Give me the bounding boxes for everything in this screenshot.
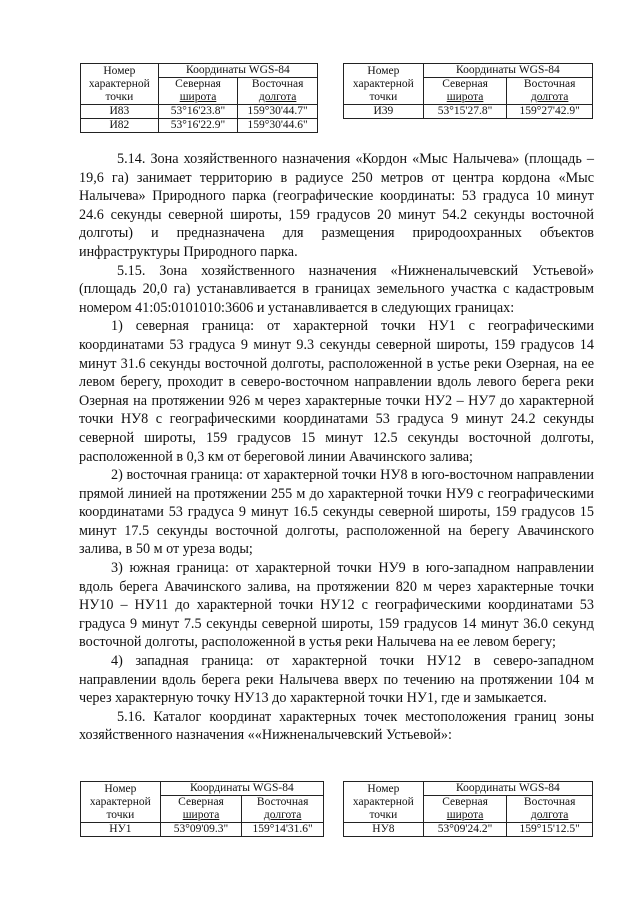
lon-cell: 159°15'12.5" — [507, 823, 593, 837]
lon-header: Восточная — [507, 796, 593, 810]
lon-cell: 159°30'44.7" — [238, 105, 318, 119]
lat-header-2: широта — [423, 809, 507, 823]
lat-cell: 53°15'27.8" — [423, 105, 507, 119]
lon-header: Восточная — [507, 78, 593, 92]
point-number-header: Номер характерной точки — [81, 782, 161, 823]
coord-table-bottom-right — [343, 781, 593, 837]
table-row — [344, 105, 593, 119]
coord-table-bottom-left — [80, 781, 324, 837]
paragraph-5-14: 5.14. Зона хозяйственного назначения «Кордон «Мыс Налычева» (площадь – 19,6 га) занимает территорию в радиусе 250 метров от центра кордона «Мыс Налычева» Природного парка (географические координаты: 53 градуса 10 минут 24.6 секунды северной широты, 159 градусов 20 минут 54.2 секунды восточной долготы) и предназначена для размещения природоохранных объектов инфраструктуры Природного парка. — [79, 151, 594, 260]
paragraph-south-boundary: 3) южная граница: от характерной точки НУ9 в юго-западном направлении вдоль берега Авачинского залива, на протяжении 820 м через характерные точки НУ10 – НУ11 до характерной точки НУ12 с географическими координатами 53 градуса 9 минут 7.5 секунды северной широты, 159 градусов 14 минут 36.0 секунд восточной долготы, расположенной в устья реки Налычева на ее левом берегу; — [79, 560, 594, 651]
lat-header: Северная — [423, 78, 507, 92]
lon-header-2: долгота — [507, 91, 593, 105]
paragraph-north-boundary: 1) северная граница: от характерной точки НУ1 с географическими координатами 53 градуса 9 минут 9.3 секунды северной широты, 159 градусов 14 минут 31.6 секунды восточной долготы, расположенной в устье реки Озерная, на ее левом берегу, проходит в северо-восточном направлении вдоль левого берега реки Озерная на протяжении 926 м через характерные точки НУ2 – НУ7 до характерной точки НУ8 с географическими координатами 53 градуса 9 минут 24.2 секунды северной широты, 159 градусов 15 минут 12.5 секунды восточной долготы, расположенной в 0,3 км от береговой линии Авачинского залива; — [79, 318, 594, 465]
table-row — [344, 823, 593, 837]
table-row — [81, 119, 318, 133]
point-number-header: Номер характерной точки — [344, 782, 424, 823]
point-number-header: Номер характерной точки — [344, 64, 424, 105]
lat-header-2: широта — [423, 91, 507, 105]
lon-cell: 159°30'44.6" — [238, 119, 318, 133]
coords-header: Координаты WGS-84 — [160, 782, 323, 796]
paragraph-5-15: 5.15. Зона хозяйственного назначения «Нижненалычевский Устьевой» (площадь 20,0 га) устанавливается в границах земельного участка с кадастровым номером 41:05:0101010:3606 и устанавливается в следующих границах: — [79, 262, 594, 316]
lat-cell: 53°16'22.9" — [158, 119, 238, 133]
document-body — [79, 150, 594, 745]
point-cell: И39 — [344, 105, 424, 119]
point-cell: И82 — [81, 119, 159, 133]
lat-header: Северная — [158, 78, 238, 92]
point-number-header: Номер характерной точки — [81, 64, 159, 105]
lon-cell: 159°27'42.9" — [507, 105, 593, 119]
lat-cell: 53°09'24.2" — [423, 823, 507, 837]
lon-header-2: долгота — [238, 91, 318, 105]
point-cell: И83 — [81, 105, 159, 119]
lon-header-2: долгота — [242, 809, 324, 823]
lon-header: Восточная — [242, 796, 324, 810]
table-row — [81, 823, 324, 837]
paragraph-east-boundary: 2) восточная граница: от характерной точки НУ8 в юго-восточном направлении прямой линией на протяжении 255 м до характерной точки НУ9 с географическими координатами 53 градуса 9 минут 16.5 секунды северной широты, 159 градусов 15 минут 17.5 секунды восточной долготы, расположенной на берегу Авачинского залива, в 50 м от уреза воды; — [79, 467, 594, 558]
lon-header: Восточная — [238, 78, 318, 92]
lat-header: Северная — [160, 796, 242, 810]
coord-table-top-left — [80, 63, 318, 133]
table-row — [81, 105, 318, 119]
point-cell: НУ8 — [344, 823, 424, 837]
coords-header: Координаты WGS-84 — [158, 64, 317, 78]
coords-header: Координаты WGS-84 — [423, 64, 592, 78]
lat-header: Северная — [423, 796, 507, 810]
lat-header-2: широта — [158, 91, 238, 105]
lon-cell: 159°14'31.6" — [242, 823, 324, 837]
point-cell: НУ1 — [81, 823, 161, 837]
paragraph-west-boundary: 4) западная граница: от характерной точки НУ12 в северо-западном направлении вдоль берега реки Налычева вверх по течению на протяжении 104 м через характерную точку НУ13 до характерной точки НУ1, где и замыкается. — [79, 653, 594, 707]
lon-header-2: долгота — [507, 809, 593, 823]
lat-cell: 53°16'23.8" — [158, 105, 238, 119]
lat-header-2: широта — [160, 809, 242, 823]
paragraph-5-16: 5.16. Каталог координат характерных точек местоположения границ зоны хозяйственного назначения ««Нижненалычевский Устьевой»: — [79, 708, 594, 744]
lat-cell: 53°09'09.3" — [160, 823, 242, 837]
coords-header: Координаты WGS-84 — [423, 782, 592, 796]
coord-table-top-right — [343, 63, 593, 119]
